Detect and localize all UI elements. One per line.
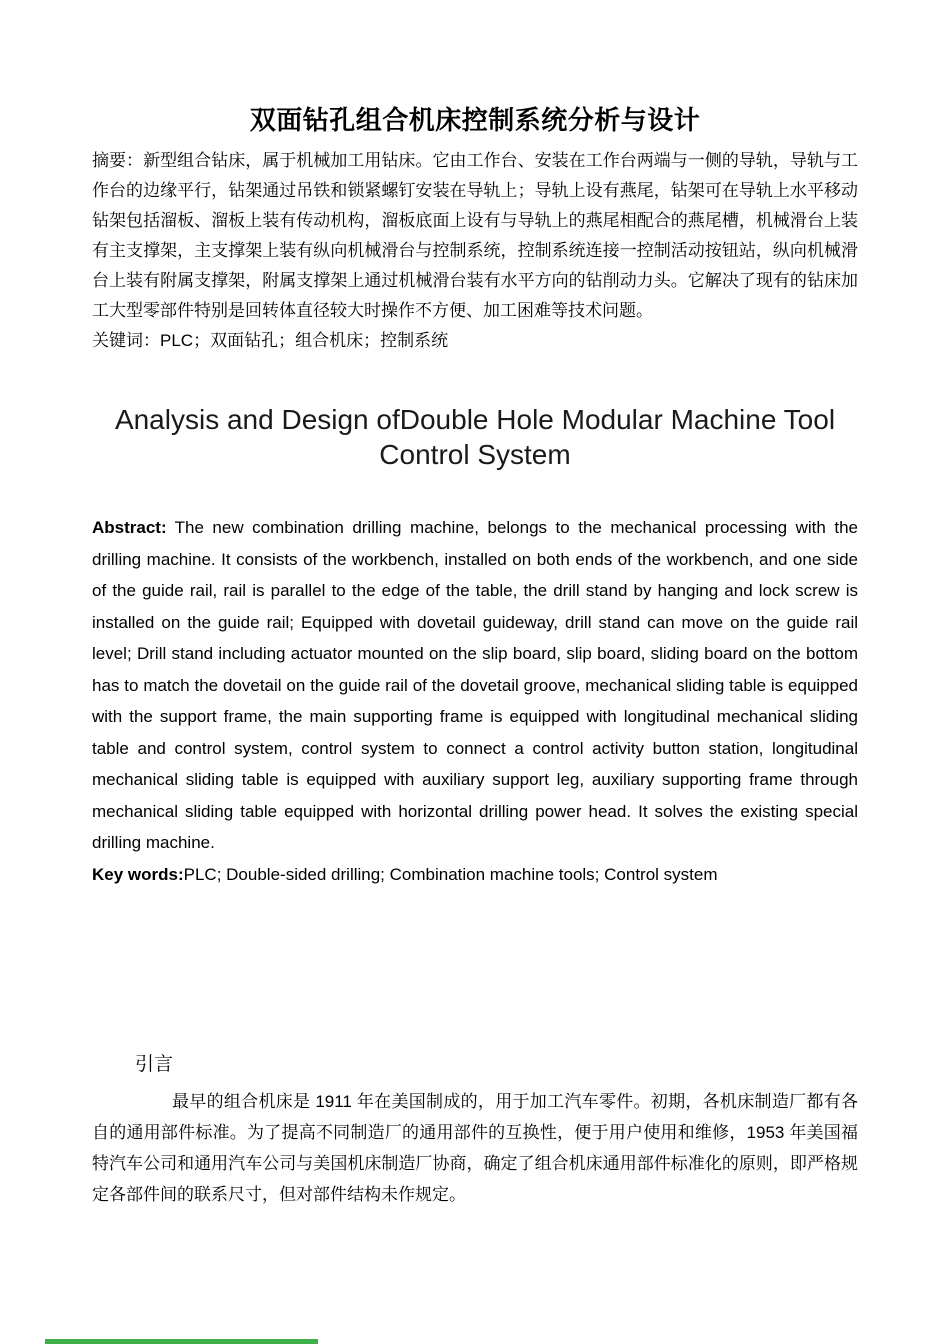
english-keywords-text: PLC; Double-sided drilling; Combination machine tools; Control system: [183, 864, 718, 884]
english-keywords-label: Key words:: [92, 864, 184, 884]
introduction-section: [92, 1052, 858, 1210]
english-keywords-line: [92, 859, 858, 891]
chinese-abstract-paragraph: [92, 146, 858, 326]
green-accent-bar: [45, 1339, 318, 1344]
chinese-keywords-label: 关键词：: [92, 331, 160, 350]
chinese-abstract-section: [92, 146, 858, 356]
english-abstract-section: [92, 512, 858, 890]
introduction-paragraph: 最早的组合机床是 1911 年在美国制成的，用于加工汽车零件。初期，各机床制造厂都有各自的通用部件标准。为了提高不同制造厂的通用部件的互换性，便于用户使用和维修，1953 年美国福特汽车公司和通用汽车公司与美国机床制造厂协商，确定了组合机床通用部件标准化的原则，即严格规定各部件间的联系尺寸，但对部件结构未作规定。: [92, 1092, 858, 1204]
english-abstract-paragraph: [92, 512, 858, 859]
chinese-abstract-text: 新型组合钻床，属于机械加工用钻床。它由工作台、安装在工作台两端与一侧的导轨，导轨与工作台的边缘平行，钻架通过吊铁和锁紧螺钉安装在导轨上；导轨上设有燕尾，钻架可在导轨上水平移动钻架包括溜板、溜板上装有传动机构，溜板底面上设有与导轨上的燕尾相配合的燕尾槽，机械滑台上装有主支撑架，主支撑架上装有纵向机械滑台与控制系统，控制系统连接一控制活动按钮站，纵向机械滑台上装有附属支撑架，附属支撑架上通过机械滑台装有水平方向的钻削动力头。它解决了现有的钻床加工大型零部件特别是回转体直径较大时操作不方便、加工困难等技术问题。: [92, 151, 859, 320]
english-title: [92, 402, 858, 472]
chinese-title: 双面钻孔组合机床控制系统分析与设计: [249, 105, 701, 135]
chinese-keywords-text: PLC；双面钻孔；组合机床；控制系统: [160, 331, 449, 350]
chinese-abstract-label: 摘要：: [92, 151, 144, 170]
english-abstract-text: The new combination drilling machine, belongs to the mechanical processing with the drilling machine. It consists of the workbench, installed on both ends of the workbench, and one side of the guide rail, rail is parallel to the edge of the table, the drill stand by hanging and lock screw is installed on the guide rail; Equipped with dovetail guideway, drill stand can move on the guide rail level; Drill stand including actuator mounted on the slip board, slip board, sliding board on the bottom has to match the dovetail on the guide rail of the dovetail groove, mechanical sliding table is equipped with the support frame, the main supporting frame is equipped with longitudinal mechanical sliding table and control system, control system to connect a control activity button station, longitudinal mechanical sliding table is equipped with auxiliary support leg, auxiliary supporting frame through mechanical sliding table equipped with horizontal drilling power head. It solves the existing special drilling machine.: [92, 518, 858, 852]
chinese-keywords-line: [92, 326, 858, 356]
english-title-line1: Analysis and Design ofDouble Hole Modular Machine Tool: [114, 404, 836, 435]
introduction-heading: 引言: [135, 1054, 174, 1075]
english-abstract-label: Abstract:: [92, 518, 167, 537]
english-title-line2: Control System: [379, 439, 571, 470]
